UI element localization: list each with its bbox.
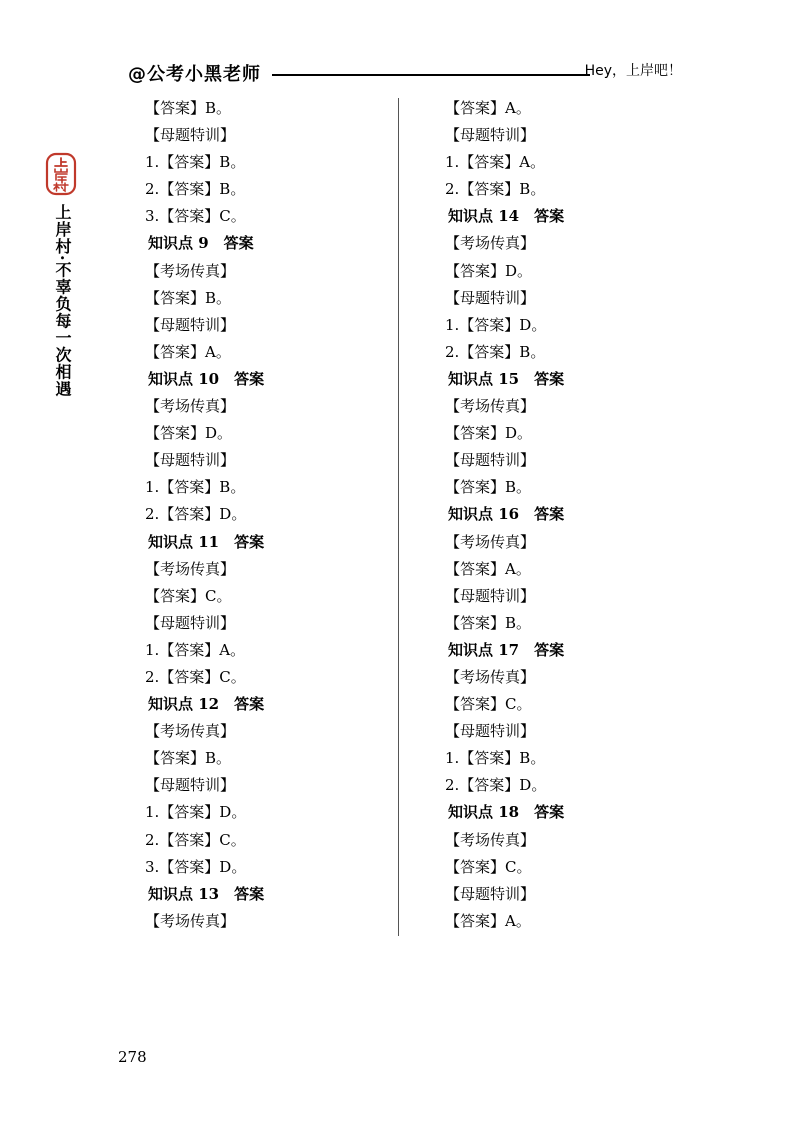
answer-line: 3.【答案】C。	[145, 207, 246, 226]
answer-line: 【考场传真】	[445, 667, 536, 686]
answer-line: 2.【答案】C。	[145, 667, 246, 686]
answer-line: 【考场传真】	[445, 532, 536, 551]
answer-line: 1.【答案】A。	[445, 153, 546, 172]
page-number: 278	[118, 1048, 147, 1066]
answer-line: 1.【答案】A。	[145, 640, 246, 659]
answer-line: 【考场传真】	[445, 234, 536, 253]
answer-line: 1.【答案】B。	[145, 153, 246, 172]
answer-line: 【答案】B。	[145, 749, 232, 768]
section-heading: 知识点 15 答案	[448, 369, 565, 388]
section-heading: 知识点 13 答案	[148, 884, 265, 903]
answer-line: 1.【答案】D。	[145, 803, 247, 822]
answer-line: 【答案】A。	[145, 342, 231, 361]
answer-line: 【答案】A。	[445, 559, 531, 578]
answer-line: 2.【答案】D。	[445, 776, 547, 795]
answer-line: 【母题特训】	[445, 451, 536, 470]
section-heading: 知识点 18 答案	[448, 803, 565, 822]
answer-line: 2.【答案】D。	[145, 505, 247, 524]
answer-line: 【答案】B。	[145, 99, 232, 117]
section-heading: 知识点 9 答案	[148, 234, 254, 253]
answer-line: 1.【答案】B。	[445, 749, 546, 768]
answer-line: 【母题特训】	[145, 776, 236, 795]
answer-line: 【答案】B。	[445, 478, 532, 497]
answer-line: 1.【答案】B。	[145, 478, 246, 497]
answer-line: 【考场传真】	[445, 397, 536, 416]
answer-line: 2.【答案】C。	[145, 830, 246, 849]
answer-line: 1.【答案】D。	[445, 315, 547, 334]
answer-line: 3.【答案】D。	[145, 857, 247, 876]
answer-line: 【母题特训】	[145, 126, 236, 145]
header-rule	[272, 74, 590, 76]
answer-line: 2.【答案】B。	[145, 180, 246, 199]
answer-line: 【答案】C。	[145, 586, 232, 605]
answer-line: 【母题特训】	[145, 451, 236, 470]
answer-line: 【考场传真】	[145, 559, 236, 578]
section-heading: 知识点 14 答案	[448, 207, 565, 226]
side-brand	[44, 152, 80, 404]
answer-column-right	[445, 95, 695, 935]
answer-line: 【母题特训】	[445, 586, 536, 605]
answer-line: 【考场传真】	[145, 261, 236, 280]
answer-line: 2.【答案】B。	[445, 342, 546, 361]
answer-line: 【考场传真】	[445, 830, 536, 849]
answer-line: 【答案】B。	[445, 613, 532, 632]
answer-line: 【答案】D。	[445, 424, 533, 443]
answer-line: 【母题特训】	[445, 288, 536, 307]
side-motto: 上岸村·不辜负每一次相遇	[53, 204, 72, 398]
answer-line: 【答案】C。	[445, 695, 532, 714]
answer-line: 【母题特训】	[445, 722, 536, 741]
answer-line: 【母题特训】	[145, 613, 236, 632]
answer-line: 【答案】C。	[445, 857, 532, 876]
section-heading: 知识点 16 答案	[448, 505, 565, 524]
answer-line: 【考场传真】	[145, 397, 236, 416]
seal-stamp-icon	[45, 152, 77, 196]
answer-line: 【答案】D。	[145, 424, 233, 443]
section-heading: 知识点 10 答案	[148, 369, 265, 388]
answer-line: 【答案】D。	[445, 261, 533, 280]
answer-line: 【答案】B。	[145, 288, 232, 307]
answer-line: 2.【答案】B。	[445, 180, 546, 199]
answer-line: 【考场传真】	[145, 722, 236, 741]
section-heading: 知识点 17 答案	[448, 640, 565, 659]
section-heading: 知识点 11 答案	[148, 532, 265, 551]
answer-line: 【答案】A。	[445, 911, 531, 930]
answer-line: 【母题特训】	[145, 315, 236, 334]
column-divider	[398, 98, 399, 936]
header-title: @公考小黑老师	[128, 64, 261, 85]
page-header	[0, 0, 800, 100]
header-slogan: Hey，上岸吧！	[584, 63, 682, 79]
answer-line: 【母题特训】	[445, 884, 536, 903]
answer-line: 【母题特训】	[445, 126, 536, 145]
answer-column-left	[145, 95, 395, 935]
answer-line: 【考场传真】	[145, 911, 236, 930]
section-heading: 知识点 12 答案	[148, 695, 265, 714]
answer-line: 【答案】A。	[445, 99, 531, 117]
